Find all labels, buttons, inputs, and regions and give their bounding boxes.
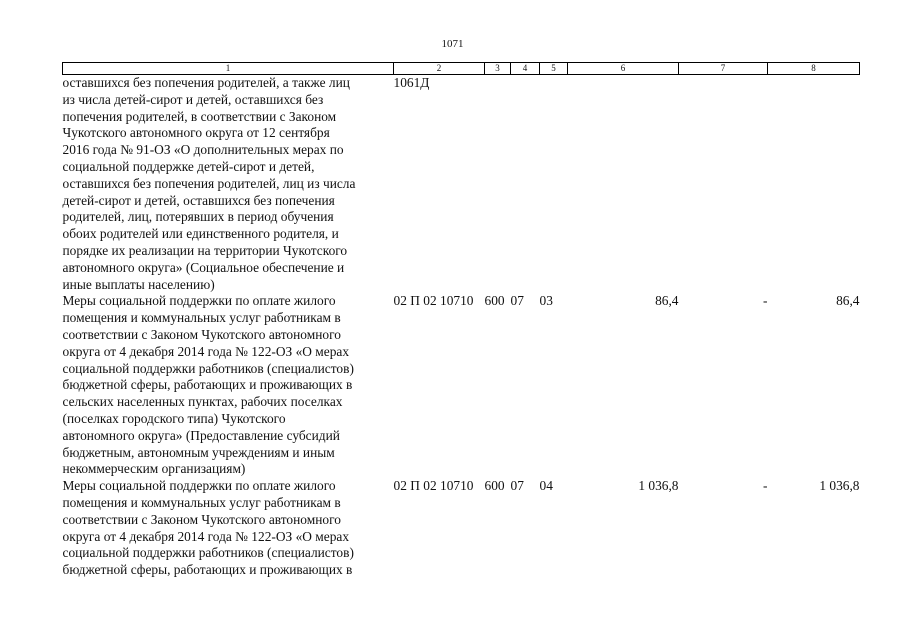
subsection-code [540, 75, 568, 294]
column-header: 6 [568, 63, 679, 75]
description-line: (поселках городского типа) Чукотского [62, 410, 286, 426]
column-header: 1 [63, 63, 394, 75]
description-line: родителей, лиц, потерявших в период обучения [62, 209, 334, 225]
federal-amount: - [763, 478, 768, 494]
description-line: соответствии с Законом Чукотского автономного [62, 326, 341, 342]
description-line: соответствии с Законом Чукотского автономного [62, 511, 341, 527]
description-line: помещения и коммунальных услуг работникам в [62, 310, 341, 326]
description-line: 2016 года № 91-ОЗ «О дополнительных мерах по [62, 142, 344, 158]
description-line: помещения и коммунальных услуг работникам в [62, 494, 341, 510]
description-line: Меры социальной поддержки по оплате жилого [62, 293, 336, 309]
description-line: Чукотского автономного округа от 12 сентября [62, 125, 330, 141]
expense-group: 600 [484, 293, 505, 309]
description-line: оставшихся без попечения родителей, а также лиц [62, 75, 350, 90]
column-header: 8 [768, 63, 860, 75]
federal-amount [679, 75, 768, 294]
description-line: обоих родителей или единственного родителя, и [62, 226, 339, 242]
section-code [511, 75, 540, 294]
regional-amount: 86,4 [836, 293, 860, 309]
total-amount [568, 75, 679, 294]
description-line: сельских населенных пунктах, рабочих поселках [62, 394, 343, 410]
description-line: социальной поддержки работников (специалистов) [62, 360, 354, 376]
table-row [63, 478, 860, 579]
row-description [63, 75, 394, 294]
column-header: 2 [394, 63, 485, 75]
expense-group: 600 [484, 478, 505, 494]
description-line: иные выплаты населению) [62, 276, 215, 292]
expense-group [485, 75, 511, 294]
regional-amount: 1 036,8 [819, 478, 860, 494]
target-code: 1061Д [393, 75, 430, 90]
description-line: некоммерческим организациям) [62, 461, 246, 477]
federal-amount: - [763, 293, 768, 309]
subsection-code: 03 [539, 293, 553, 309]
description-line: детей-сирот и детей, оставшихся без попечения [62, 192, 335, 208]
total-amount: 1 036,8 [638, 478, 679, 494]
regional-amount [768, 75, 860, 294]
description-line: бюджетным, автономным учреждениям и иным [62, 444, 335, 460]
table-row [63, 293, 860, 478]
description-line: порядке их реализации на территории Чукотского [62, 242, 348, 258]
description-line: округа от 4 декабря 2014 года № 122-ОЗ «О мерах [62, 343, 350, 359]
description-line: из числа детей-сирот и детей, оставшихся без [62, 91, 324, 107]
column-header: 5 [540, 63, 568, 75]
target-code: 02 П 02 10710 [393, 293, 474, 309]
section-code: 07 [510, 478, 524, 494]
page-number: 1071 [441, 38, 464, 50]
row-description [63, 478, 394, 579]
budget-table [62, 62, 860, 579]
subsection-code: 04 [539, 478, 553, 494]
section-code: 07 [510, 293, 524, 309]
target-code: 02 П 02 10710 [393, 478, 474, 494]
description-line: попечения родителей, в соответствии с Законом [62, 108, 337, 124]
column-header: 3 [485, 63, 511, 75]
column-header: 4 [511, 63, 540, 75]
description-line: оставшихся без попечения родителей, лиц из числа [62, 175, 356, 191]
row-description [63, 293, 394, 478]
description-line: бюджетной сферы, работающих и проживающих в [62, 377, 353, 393]
total-amount: 86,4 [655, 293, 679, 309]
description-line: социальной поддержке детей-сирот и детей, [62, 158, 315, 174]
description-line: округа от 4 декабря 2014 года № 122-ОЗ «О мерах [62, 528, 350, 544]
description-line: автономного округа» (Предоставление субсидий [62, 427, 340, 443]
description-line: социальной поддержки работников (специалистов) [62, 545, 354, 561]
table-row [63, 75, 860, 294]
description-line: автономного округа» (Социальное обеспечение и [62, 259, 345, 275]
description-line: бюджетной сферы, работающих и проживающих в [62, 562, 353, 578]
column-number-row [63, 63, 860, 75]
column-header: 7 [679, 63, 768, 75]
description-line: Меры социальной поддержки по оплате жилого [62, 478, 336, 494]
